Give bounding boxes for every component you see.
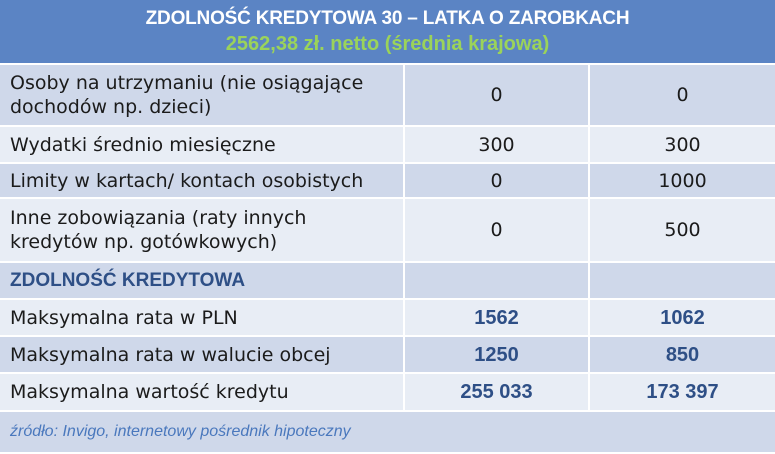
row-value-b: 1000 [589,163,775,198]
row-label: Inne zobowiązania (raty innych kredytów np. gotówkowych) [0,198,404,262]
result-row [0,299,775,336]
result-label: Maksymalna wartość kredytu [0,373,404,411]
empty-cell [404,262,589,299]
table-row [0,64,775,126]
table-row [0,163,775,198]
row-value-a: 0 [404,64,589,126]
row-label: Limity w kartach/ kontach osobistych [0,163,404,198]
result-value-a: 1562 [404,299,589,336]
result-value-b: 1062 [589,299,775,336]
section-label: ZDOLNOŚĆ KREDYTOWA [0,262,404,299]
empty-cell [589,262,775,299]
table-row [0,126,775,163]
result-row [0,336,775,373]
row-value-b: 500 [589,198,775,262]
table-subtitle: 2562,38 zł. netto (średnia krajowa) [225,33,550,55]
result-value-b: 173 397 [589,373,775,411]
result-value-a: 1250 [404,336,589,373]
table-row [0,198,775,262]
row-label: Wydatki średnio miesięczne [0,126,404,163]
result-row [0,373,775,411]
source-row [0,411,775,452]
row-value-b: 300 [589,126,775,163]
table-title: ZDOLNOŚĆ KREDYTOWA 30 – LATKA O ZAROBKACH [145,8,630,29]
header-cell [0,0,775,64]
row-label: Osoby na utrzymaniu (nie osiągające dochodów np. dzieci) [0,64,404,126]
row-value-a: 0 [404,163,589,198]
result-label: Maksymalna rata w PLN [0,299,404,336]
row-value-a: 0 [404,198,589,262]
source-note: źródło: Invigo, internetowy pośrednik hipoteczny [0,411,775,452]
result-label: Maksymalna rata w walucie obcej [0,336,404,373]
row-value-a: 300 [404,126,589,163]
table-header [0,0,775,64]
row-value-b: 0 [589,64,775,126]
result-value-a: 255 033 [404,373,589,411]
section-row [0,262,775,299]
result-value-b: 850 [589,336,775,373]
